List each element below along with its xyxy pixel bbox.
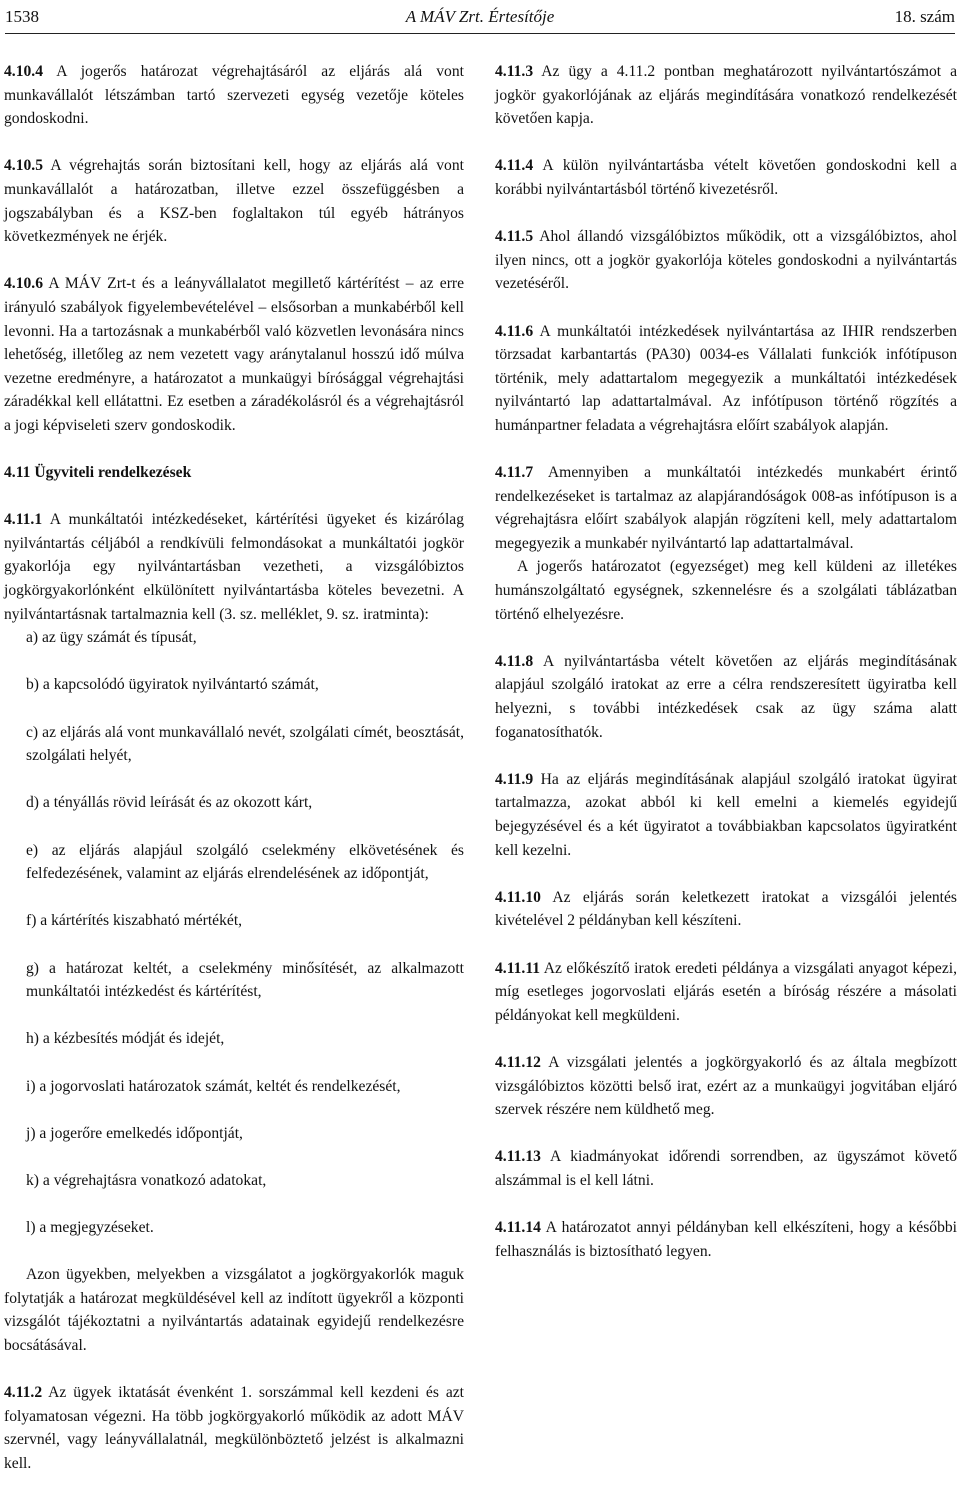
paragraph: 4.11.5 Ahol állandó vizsgálóbiztos működik, ott a vizsgálóbiztos, ahol ilyen nincs, ott a jogkör gyakorlója köteles gondoskodni a nyilvántartás vezetéséről. bbox=[495, 228, 957, 293]
paragraph: 4.11.9 Ha az eljárás megindításának alapjául szolgáló iratokat ügyirat tartalmazza, azokat abból ki kell emelni a kiemelés egyidejű bejegyzésével és a két ügyiratot a továbbiakban kapcsolatos ügyiratként kell kezelni. bbox=[495, 770, 957, 859]
list-item: j) a jogerőre emelkedés időpontját, bbox=[26, 1124, 243, 1142]
list-item: c) az eljárás alá vont munkavállaló nevét, szolgálati címét, beosztását, szolgálati helyét, bbox=[26, 723, 464, 765]
paragraph: 4.11.3 Az ügy a 4.11.2 pontban meghatározott nyilvántartószámot a jogkör gyakorlójának az eljárás megindítására vonatkozó rendelkezését követően kapja. bbox=[495, 63, 957, 128]
list-item: k) a végrehajtásra vonatkozó adatokat, bbox=[26, 1171, 267, 1189]
left-column bbox=[4, 60, 464, 1499]
list-item: h) a kézbesítés módját és idejét, bbox=[26, 1030, 225, 1048]
paragraph: 4.10.5 A végrehajtás során biztosítani kell, hogy az eljárás alá vont munkavállalót a határozatban, illetve ezzel összefüggésben a jogszabályban és a KSZ-ben foglaltakon túl egyéb hátrányos következmények ne érjék. bbox=[4, 157, 464, 246]
list-item: l) a megjegyzéseket. bbox=[26, 1219, 154, 1237]
page-header bbox=[5, 5, 955, 34]
list-item: g) a határozat keltét, a cselekmény minősítését, az alkalmazott munkáltatói intézkedést és kártérítést, bbox=[26, 959, 464, 1001]
list-item: d) a tényállás rövid leírását és az okozott kárt, bbox=[26, 794, 313, 812]
paragraph: 4.10.6 A MÁV Zrt-t és a leányvállalatot megillető kártérítést – az erre irányuló szabályok figyelembevételével – elsősorban a munkabérből kell levonni. Ha a tartozásnak a munkabérből való közvetlen levonására nincs lehetőség, illetőleg az nem vezetett vagy aránytalanul hosszú idő múlva vezetne eredményre, a határozatot a munkaügyi bírósággal végrehajtási záradékkal kell ellátattni. Ez esetben a záradékolásról és a végrehajtásról a jogi képviseleti szerv gondoskodik. bbox=[4, 275, 464, 434]
paragraph: 4.11.6 A munkáltatói intézkedések nyilvántartása az IHIR rendszerben törzsadat karbantartás (PA30) 0034-es Vállalati funkciók infótípuson történik, mely adattartalom megegyezik a munkáltatói intézkedések nyilvántartó lap adattartalmával. Az infótípuson történő rögzítés a humánpartner feladata a végrehajtásra előírt szabályok alapján. bbox=[495, 322, 957, 434]
paragraph: 4.11.4 A külön nyilvántartásba vételt követően gondoskodni kell a korábbi nyilvántartásból történő kivezetésről. bbox=[495, 157, 957, 198]
list-item: a) az ügy számát és típusát, bbox=[26, 629, 197, 647]
paragraph: 4.11.7 Amennyiben a munkáltatói intézkedés munkabért érintő rendelkezéseket is tartalmaz az alapjárandóságok 008-as infótípuson is a végrehajtásra előírt szabályok alapján rögzíteni kell, mely adattartalom megegyezik a munkabér nyilvántartó lap adattartalmával. bbox=[495, 464, 957, 552]
publication-title: A MÁV Zrt. Értesítője bbox=[405, 7, 555, 26]
paragraph: Azon ügyekben, melyekben a vizsgálatot a jogkörgyakorlók maguk folytatják a határozat megküldésével kell az indított ügyekről a központi vizsgálót tájékoztatni a nyilvántartás adatainak egyidejű rendelkezésre bocsátásával. bbox=[4, 1266, 464, 1355]
page-number: 1538 bbox=[5, 7, 39, 26]
list-item: b) a kapcsolódó ügyiratok nyilvántartó számát, bbox=[26, 676, 319, 694]
right-column bbox=[495, 60, 957, 1287]
paragraph: 4.11.13 A kiadmányokat időrendi sorrendben, az ügyszámot követő alszámmal is el kell látni. bbox=[495, 1148, 957, 1189]
list-item: i) a jogorvoslati határozatok számát, keltét és rendelkezését, bbox=[26, 1077, 401, 1095]
paragraph: 4.11.11 Az előkészítő iratok eredeti példánya a vizsgálati anyagot képezi, míg esetleges jogorvoslati eljárás esetén a bíróság részére a másolati példányokat kell megküldeni. bbox=[495, 959, 957, 1024]
section-heading: 4.11 Ügyviteli rendelkezések bbox=[4, 464, 192, 482]
paragraph: 4.11.1 A munkáltatói intézkedéseket, kártérítési ügyeket és kizárólag nyilvántartás céljából a rendkívüli felmondásokat a munkáltatói jogkör gyakorlója egy nyilvántartásban vezetheti, a vizsgálóbiztos jogkörgyakorlónként elkülönített nyilvántartásba köteles bevezetni. A nyilvántartásnak tartalmaznia kell (3. sz. melléklet, 9. sz. iratminta): bbox=[4, 511, 464, 623]
paragraph: A jogerős határozatot (egyezséget) meg kell küldeni az illetékes humánszolgáltató egységnek, szkennelésre és a szolgálati táblázatban történő elhelyezésre. bbox=[495, 558, 957, 623]
paragraph: 4.11.8 A nyilvántartásba vételt követően az eljárás megindításának alapjául szolgáló iratokat az erre a célra rendszeresített ügyiratba kell helyezni, s további intézkedések csak az ügy száma alatt foganatosíthatók. bbox=[495, 652, 957, 741]
list-item: f) a kártérítés kiszabható mértékét, bbox=[26, 912, 243, 930]
paragraph: 4.11.10 Az eljárás során keletkezett iratokat a vizsgálói jelentés kivételével 2 példányban kell készíteni. bbox=[495, 888, 957, 930]
list-item: e) az eljárás alapjául szolgáló cselekmény elkövetésének és felfedezésének, valamint az eljárás elrendelésének az időpontját, bbox=[26, 841, 464, 883]
paragraph: 4.11.2 Az ügyek iktatását évenként 1. sorszámmal kell kezdeni és azt folyamatosan végezni. Ha több jogkörgyakorló működik az adott MÁV szervnél, vagy leányvállalatnál, megkülönböztető jelzést is alkalmazni kell. bbox=[4, 1384, 464, 1473]
paragraph: 4.11.14 A határozatot annyi példányban kell elkészíteni, hogy a későbbi felhasználás is biztosítható legyen. bbox=[495, 1219, 957, 1260]
paragraph: 4.11.12 A vizsgálati jelentés a jogkörgyakorló és az általa megbízott vizsgálóbiztos közötti belső irat, ezért az a munkaügyi jogvitában eljáró szervek részére nem küldhető meg. bbox=[495, 1053, 957, 1119]
issue-number: 18. szám bbox=[894, 7, 955, 26]
paragraph: 4.10.4 A jogerős határozat végrehajtásáról az eljárás alá vont munkavállalót létszámban tartó szervezeti egység vezetője köteles gondoskodni. bbox=[4, 63, 464, 128]
